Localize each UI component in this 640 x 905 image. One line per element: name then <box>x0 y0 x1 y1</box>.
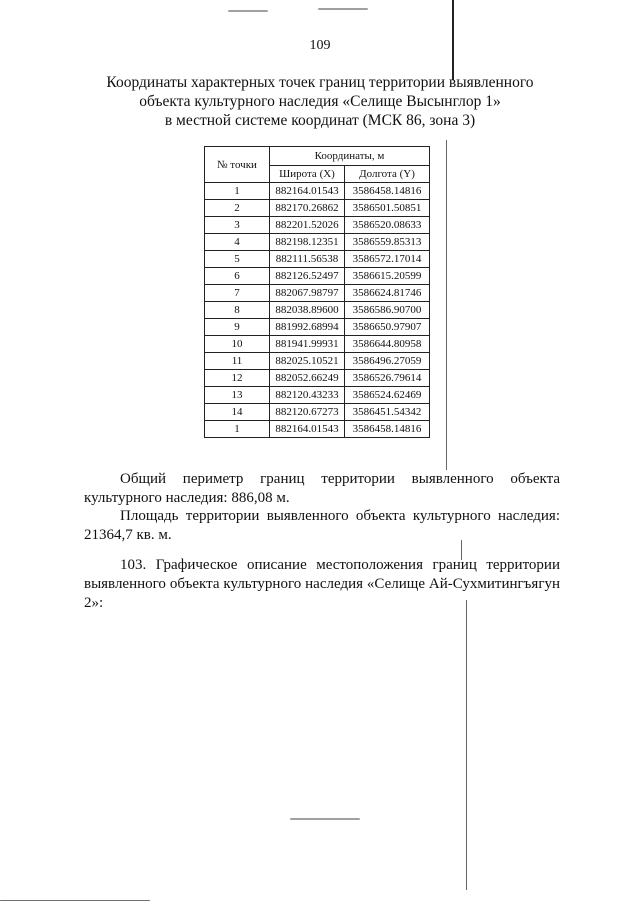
table-row <box>205 302 430 319</box>
latitude-cell: 882025.10521 <box>270 353 345 370</box>
latitude-cell: 882170.26862 <box>270 200 345 217</box>
longitude-cell: 3586451.54342 <box>345 404 430 421</box>
table-row <box>205 285 430 302</box>
heading-line-1: Координаты характерных точек границ территории выявленного <box>106 74 534 91</box>
point-number-cell: 5 <box>205 251 270 268</box>
longitude-cell: 3586644.80958 <box>345 336 430 353</box>
coordinates-table-body <box>205 183 430 438</box>
longitude-cell: 3586526.79614 <box>345 370 430 387</box>
point-number-cell: 13 <box>205 387 270 404</box>
scan-line <box>446 140 447 470</box>
point-number-cell: 2 <box>205 200 270 217</box>
column-header-x: Широта (X) <box>270 166 345 183</box>
point-number-cell: 11 <box>205 353 270 370</box>
point-number-cell: 1 <box>205 183 270 200</box>
longitude-cell: 3586615.20599 <box>345 268 430 285</box>
table-row <box>205 387 430 404</box>
section-paragraph <box>84 556 560 613</box>
longitude-cell: 3586501.50851 <box>345 200 430 217</box>
table-row <box>205 234 430 251</box>
point-number-cell: 4 <box>205 234 270 251</box>
section-text: 103. Графическое описание местоположения границ территории выявленного объекта культурного наследия «Селище Ай-Сухмитингъягун 2»: <box>84 557 560 611</box>
area-text: Площадь территории выявленного объекта культурного наследия: 21364,7 кв. м. <box>84 508 560 543</box>
point-number-cell: 12 <box>205 370 270 387</box>
point-number-cell: 8 <box>205 302 270 319</box>
longitude-cell: 3586559.85313 <box>345 234 430 251</box>
coordinates-table <box>204 146 430 438</box>
scan-smudge <box>318 8 368 10</box>
page-number: 109 <box>309 38 331 53</box>
latitude-cell: 882067.98797 <box>270 285 345 302</box>
longitude-cell: 3586496.27059 <box>345 353 430 370</box>
scan-line <box>466 600 467 890</box>
point-number-cell: 6 <box>205 268 270 285</box>
table-row <box>205 370 430 387</box>
latitude-cell: 882120.43233 <box>270 387 345 404</box>
table-row <box>205 217 430 234</box>
longitude-cell: 3586524.62469 <box>345 387 430 404</box>
table-row <box>205 336 430 353</box>
latitude-cell: 882201.52026 <box>270 217 345 234</box>
heading-line-3: в местной системе координат (МСК 86, зона 3) <box>164 112 476 129</box>
table-row <box>205 404 430 421</box>
area-paragraph <box>84 507 560 545</box>
latitude-cell: 882120.67273 <box>270 404 345 421</box>
perimeter-text: Общий периметр границ территории выявленного объекта культурного наследия: 886,08 м. <box>84 471 560 506</box>
latitude-cell: 882164.01543 <box>270 183 345 200</box>
perimeter-paragraph <box>84 470 560 508</box>
latitude-cell: 881941.99931 <box>270 336 345 353</box>
heading-line-2: объекта культурного наследия «Селище Высынглор 1» <box>139 93 501 110</box>
longitude-cell: 3586458.14816 <box>345 421 430 438</box>
scan-smudge <box>228 10 268 12</box>
latitude-cell: 882052.66249 <box>270 370 345 387</box>
latitude-cell: 882038.89600 <box>270 302 345 319</box>
point-number-cell: 3 <box>205 217 270 234</box>
longitude-cell: 3586520.08633 <box>345 217 430 234</box>
latitude-cell: 882164.01543 <box>270 421 345 438</box>
latitude-cell: 882111.56538 <box>270 251 345 268</box>
table-row <box>205 319 430 336</box>
longitude-cell: 3586572.17014 <box>345 251 430 268</box>
table-row <box>205 183 430 200</box>
longitude-cell: 3586650.97907 <box>345 319 430 336</box>
table-heading <box>60 73 580 130</box>
point-number-cell: 10 <box>205 336 270 353</box>
point-number-cell: 1 <box>205 421 270 438</box>
latitude-cell: 882126.52497 <box>270 268 345 285</box>
point-number-cell: 9 <box>205 319 270 336</box>
point-number-cell: 7 <box>205 285 270 302</box>
longitude-cell: 3586586.90700 <box>345 302 430 319</box>
latitude-cell: 882198.12351 <box>270 234 345 251</box>
point-number-cell: 14 <box>205 404 270 421</box>
longitude-cell: 3586458.14816 <box>345 183 430 200</box>
column-header-y: Долгота (Y) <box>345 166 430 183</box>
scan-smudge <box>0 900 150 901</box>
column-header-coordinates: Координаты, м <box>270 147 430 166</box>
table-row <box>205 421 430 438</box>
latitude-cell: 881992.68994 <box>270 319 345 336</box>
column-header-point: № точки <box>205 147 270 183</box>
table-row <box>205 268 430 285</box>
table-row <box>205 200 430 217</box>
table-row <box>205 251 430 268</box>
table-row <box>205 353 430 370</box>
scan-smudge <box>290 818 360 820</box>
longitude-cell: 3586624.81746 <box>345 285 430 302</box>
